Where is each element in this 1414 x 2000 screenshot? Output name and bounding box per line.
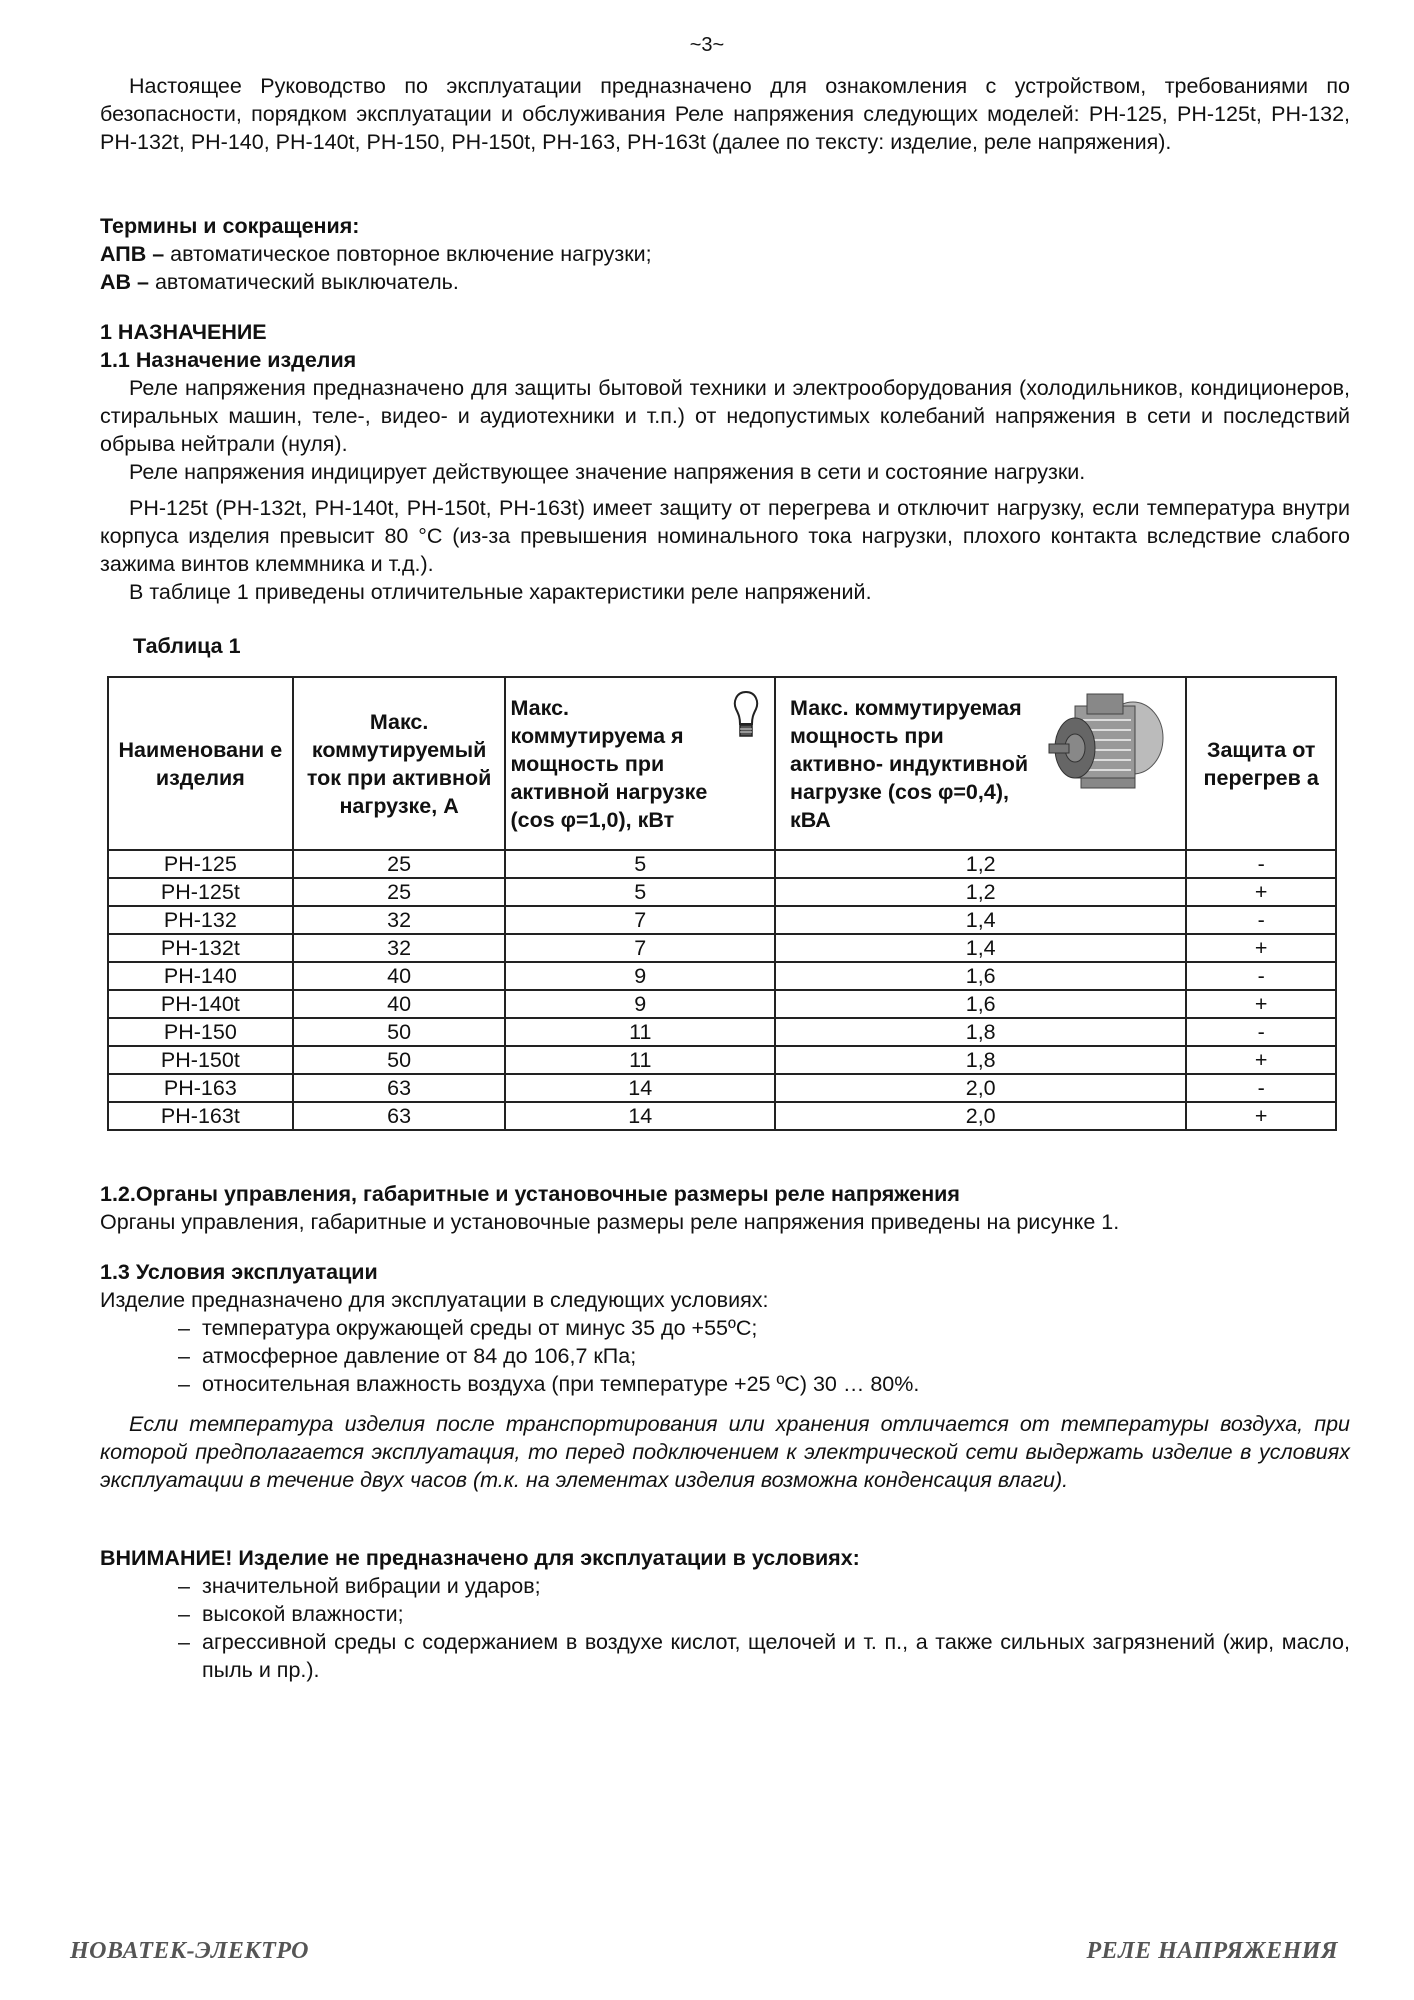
section-1-2 — [100, 1180, 1350, 1236]
section-heading: 1 НАЗНАЧЕНИЕ — [100, 320, 267, 344]
subsection-heading: 1.2.Органы управления, габаритные и установочные размеры реле напряжения — [100, 1182, 960, 1206]
table-header-row — [108, 677, 1336, 850]
header-active-power: Макс. коммутируема я мощность при активной нагрузке (cos φ=1,0), кВт — [505, 677, 775, 850]
paragraph: Реле напряжения индицирует действующее значение напряжения в сети и состояние нагрузки. — [129, 460, 1086, 484]
list-item: – значительной вибрации и ударов; — [178, 1572, 1350, 1600]
section-1-3 — [100, 1258, 1350, 1494]
paragraph: Изделие предназначено для эксплуатации в следующих условиях: — [100, 1288, 769, 1312]
conditions-list — [100, 1314, 1350, 1398]
specs-table — [107, 676, 1337, 1131]
paragraph: В таблице 1 приведены отличительные характеристики реле напряжений. — [129, 580, 872, 604]
terms-heading: Термины и сокращения: — [100, 214, 360, 238]
table-row: РН-140 40 9 1,6 - — [108, 962, 1336, 990]
table-caption: Таблица 1 — [133, 634, 241, 658]
warning-section — [100, 1544, 1350, 1684]
section-1 — [100, 318, 1350, 606]
table-row: РН-150t 50 11 1,8 + — [108, 1046, 1336, 1074]
header-name: Наименовани е изделия — [108, 677, 293, 850]
table-row: РН-125 25 5 1,2 - — [108, 850, 1336, 878]
warning-list — [100, 1572, 1350, 1684]
table-row: РН-140t 40 9 1,6 + — [108, 990, 1336, 1018]
term-item: АВ – автоматический выключатель. — [100, 270, 459, 294]
list-item: – агрессивной среды с содержанием в воздухе кислот, щелочей и т. п., а также сильных загрязнений (жир, масло, пыль и пр.). — [178, 1628, 1350, 1684]
header-current: Макс. коммутируемый ток при активной нагрузке, А — [293, 677, 506, 850]
light-bulb-icon — [732, 690, 760, 747]
header-overheat-protection: Защита от перегрев а — [1186, 677, 1336, 850]
table-row: РН-163t 63 14 2,0 + — [108, 1102, 1336, 1130]
note-paragraph: Если температура изделия после транспортирования или хранения отличается от температуры воздуха, при которой предполагается эксплуатация, то перед подключением к электрической сети выдержать изделие в условиях эксплуатации в течение двух часов (т.к. на элементах изделия возможна конденсация влаги). — [100, 1412, 1350, 1492]
terms-section — [100, 212, 1350, 296]
electric-motor-icon — [1045, 686, 1175, 813]
term-item: АПВ – автоматическое повторное включение нагрузки; — [100, 242, 652, 266]
intro-paragraph: Настоящее Руководство по эксплуатации предназначено для ознакомления с устройством, требованиями по безопасности, порядком эксплуатации и обслуживания Реле напряжения следующих моделей: РН-125, РН-125t, РН-132, РН-132t, РН-140, РН-140t, РН-150, РН-150t, РН-163, РН-163t (далее по тексту: изделие, реле напряжения). — [100, 74, 1350, 154]
header-inductive-power: Макс. коммутируемая мощность при активно- индуктивной нагрузке (cos φ=0,4), кВА — [775, 677, 1186, 850]
footer-product: РЕЛЕ НАПРЯЖЕНИЯ — [1086, 1938, 1338, 1964]
paragraph: Органы управления, габаритные и установочные размеры реле напряжения приведены на рисунке 1. — [100, 1210, 1120, 1234]
paragraph: РН-125t (РН-132t, РН-140t, РН-150t, РН-163t) имеет защиту от перегрева и отключит нагрузку, если температура внутри корпуса изделия превысит 80 °С (из-за превышения номинального тока нагрузки, плохого контакта вследствие слабого зажима винтов клеммника и т.д.). — [100, 496, 1350, 576]
list-item: – высокой влажности; — [178, 1600, 1350, 1628]
paragraph: Реле напряжения предназначено для защиты бытовой техники и электрооборудования (холодильников, кондиционеров, стиральных машин, теле-, видео- и аудиотехники и т.п.) от недопустимых колебаний напряжения в сети и последствий обрыва нейтрали (нуля). — [100, 376, 1350, 456]
list-item: – температура окружающей среды от минус 35 до +55ºС; — [178, 1314, 1350, 1342]
warning-heading: ВНИМАНИЕ! Изделие не предназначено для эксплуатации в условиях: — [100, 1546, 860, 1570]
page-number: ~3~ — [689, 34, 725, 56]
table-row: РН-125t 25 5 1,2 + — [108, 878, 1336, 906]
subsection-heading: 1.1 Назначение изделия — [100, 348, 357, 372]
table-row: РН-132t 32 7 1,4 + — [108, 934, 1336, 962]
list-item: – атмосферное давление от 84 до 106,7 кПа; — [178, 1342, 1350, 1370]
table-row: РН-163 63 14 2,0 - — [108, 1074, 1336, 1102]
footer-company: НОВАТЕК-ЭЛЕКТРО — [70, 1938, 310, 1964]
subsection-heading: 1.3 Условия эксплуатации — [100, 1260, 378, 1284]
table-row: РН-150 50 11 1,8 - — [108, 1018, 1336, 1046]
list-item: – относительная влажность воздуха (при температуре +25 ºС) 30 … 80%. — [178, 1370, 1350, 1398]
table-row: РН-132 32 7 1,4 - — [108, 906, 1336, 934]
